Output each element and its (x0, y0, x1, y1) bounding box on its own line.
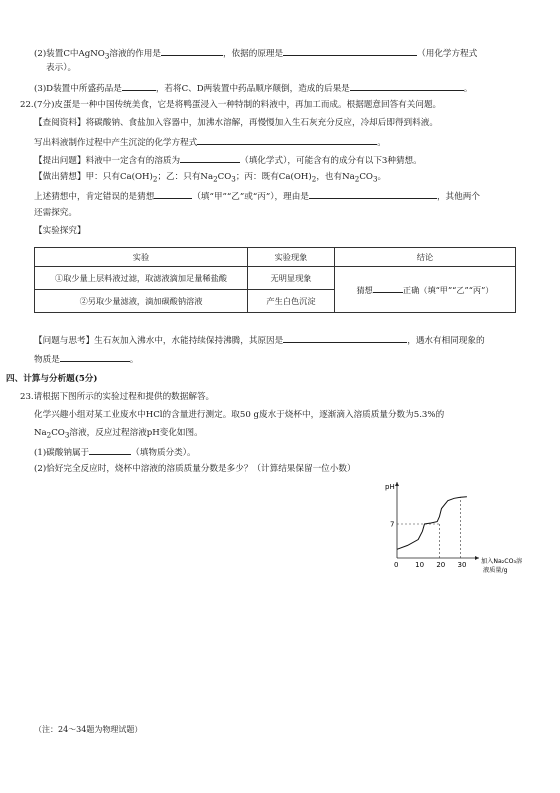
answer-blank[interactable] (180, 153, 240, 163)
q22-guess-line (34, 171, 386, 186)
q22-think-line2 (34, 352, 138, 366)
q21-part3-text: ，若将C、D两装置中药品顺序颠倒，造成的后果是 (155, 84, 350, 94)
table-cell: ②另取少量滤液，滴加碳酸钠溶液 (35, 290, 248, 313)
x-tick-label: 20 (436, 561, 446, 569)
q22-explore: 还需探究。 (34, 208, 77, 218)
answer-blank[interactable] (89, 445, 131, 455)
guess-text: CO (217, 172, 232, 182)
table-cell-conclusion (335, 267, 516, 313)
q23-text: (1)碳酸钠属于 (34, 448, 90, 458)
q23-text: Na (34, 428, 47, 438)
q22-think-text: 【问题与思考】生石灰加入沸水中，水能持续保持沸腾，其原因是 (34, 336, 284, 346)
ph-chart (377, 482, 523, 580)
q21-part2-text: (2)装置C中AgNO (34, 49, 105, 59)
punct: 。 (129, 355, 139, 365)
x-axis-label: 液质量/g (483, 567, 508, 574)
q22-ask-text: 【提出问题】料液中一定含有的溶质为 (34, 156, 181, 166)
q22-write-line (34, 135, 386, 149)
table-header-cell: 实验 (35, 248, 248, 267)
q21-part2-line2: 表示）。 (46, 63, 77, 73)
q22-wrong-text: ，其他两个 (436, 192, 480, 202)
subscript: 2 (311, 174, 317, 184)
q21-part2-text: 溶液的作用是 (109, 49, 161, 59)
table-row (35, 267, 516, 290)
q22-think-text: 物质是 (34, 355, 60, 365)
q22-wrong-text: 上述猜想中，肯定错误的是猜想 (34, 192, 155, 202)
answer-blank[interactable] (350, 81, 464, 91)
q21-part3-text: (3)D装置中所盛药品是 (34, 84, 122, 94)
answer-blank[interactable] (309, 189, 437, 199)
y-axis-arrow (395, 482, 399, 486)
q22-think-text: ，遇水有相同现象的 (407, 336, 485, 346)
answer-blank[interactable] (60, 352, 130, 362)
table-header-cell: 实验现象 (248, 248, 335, 267)
subscript: 3 (64, 430, 70, 440)
q22-think-line (34, 333, 485, 347)
conclusion-text: 正确（填“甲”“乙”“丙”） (402, 285, 494, 295)
q21-part3-line (34, 81, 472, 95)
table-cell: 产生白色沉淀 (248, 290, 335, 313)
q22-write-text: 写出料液制作过程中产生沉淀的化学方程式 (34, 138, 198, 148)
y-axis-label: pH (385, 483, 395, 491)
ph-curve (397, 497, 467, 550)
guess-text: CO (359, 172, 373, 182)
subscript: 3 (231, 174, 236, 184)
subscript: 3 (104, 51, 110, 61)
guess-text: 【做出猜想】甲：只有Ca(OH) (34, 172, 153, 182)
answer-blank[interactable] (154, 189, 192, 199)
subscript: 2 (46, 430, 52, 440)
x-tick-label: 30 (457, 561, 467, 569)
q23-part1 (34, 445, 196, 459)
y-tick-label: 7 (390, 520, 395, 529)
guess-text: ；丙：既有Ca(OH) (235, 172, 312, 182)
q21-part2-text: ，依据的原理是 (222, 49, 284, 59)
table-header-cell: 结论 (335, 248, 516, 267)
q23-text: 溶液，反应过程溶液pH变化如图。 (69, 428, 203, 438)
q22-exp-title: 【实验探究】 (34, 226, 86, 236)
subscript: 2 (152, 174, 158, 184)
section-heading: 四、计算与分析题(5分) (6, 374, 98, 384)
q23-text: CO (51, 428, 65, 438)
table-header-row (35, 248, 516, 267)
q22-wrong-line (34, 189, 480, 203)
answer-blank[interactable] (122, 81, 156, 91)
experiment-table (34, 247, 516, 313)
guess-text: ，也有Na (316, 172, 355, 182)
punct: 。 (377, 172, 387, 182)
conclusion-text: 猜想 (356, 285, 373, 295)
q21-part2-note: （用化学方程式 (417, 49, 478, 59)
q22-wrong-text: ，理由是 (274, 192, 309, 202)
answer-blank[interactable] (283, 333, 407, 343)
answer-blank[interactable] (161, 46, 223, 56)
q23-title: 23.请根据下图所示的实验过程和提供的数据解答。 (20, 392, 215, 402)
subscript: 2 (213, 174, 218, 184)
subscript: 3 (372, 174, 378, 184)
x-tick-label: 10 (415, 561, 425, 569)
q22-ask-line (34, 153, 422, 167)
table-cell: 无明显现象 (248, 267, 335, 290)
footer-note: （注：24～34题为物理试题） (34, 725, 143, 734)
q23-body2 (34, 427, 203, 442)
answer-blank[interactable] (197, 135, 377, 145)
q22-ask-text: ，可能含有的成分有以下3种猜想。 (287, 156, 422, 166)
q23-note: （填物质分类）。 (131, 448, 196, 458)
x-axis-arrow (475, 556, 479, 560)
table-cell: ①取少量上层料液过滤，取滤液滴加足量稀盐酸 (35, 267, 248, 290)
q23-body1: 化学兴趣小组对某工业废水中HCl的含量进行测定。取50 g废水于烧杯中，逐渐滴入溶质质量分数为5.3%的 (34, 410, 445, 420)
q22-ask-note: （填化学式） (240, 156, 288, 166)
x-tick-label: 0 (394, 561, 399, 569)
q23-part2: (2)恰好完全反应时，烧杯中溶液的溶质质量分数是多少？（计算结果保留一位小数） (34, 464, 356, 474)
q21-part2-line (34, 46, 477, 63)
q22-info: 【查阅资料】将碳酸钠、食盐加入容器中，加沸水溶解，再慢慢加入生石灰充分反应，冷却后即得到料液。 (34, 118, 438, 128)
punct: 。 (377, 138, 386, 148)
answer-blank[interactable] (373, 283, 403, 293)
guess-text: ；乙：只有Na (157, 172, 214, 182)
answer-blank[interactable] (283, 46, 417, 56)
q22-title: 22.(7分)皮蛋是一种中国传统美食，它是将鸭蛋浸入一种特制的料液中，再加工而成。根据题意回答有关问题。 (20, 100, 442, 110)
subscript: 2 (354, 174, 360, 184)
x-axis-label: 加入Na₂CO₃溶 (481, 558, 523, 565)
q22-wrong-note: （填“甲”“乙”或“丙”） (192, 192, 275, 202)
punct: 。 (463, 84, 473, 94)
